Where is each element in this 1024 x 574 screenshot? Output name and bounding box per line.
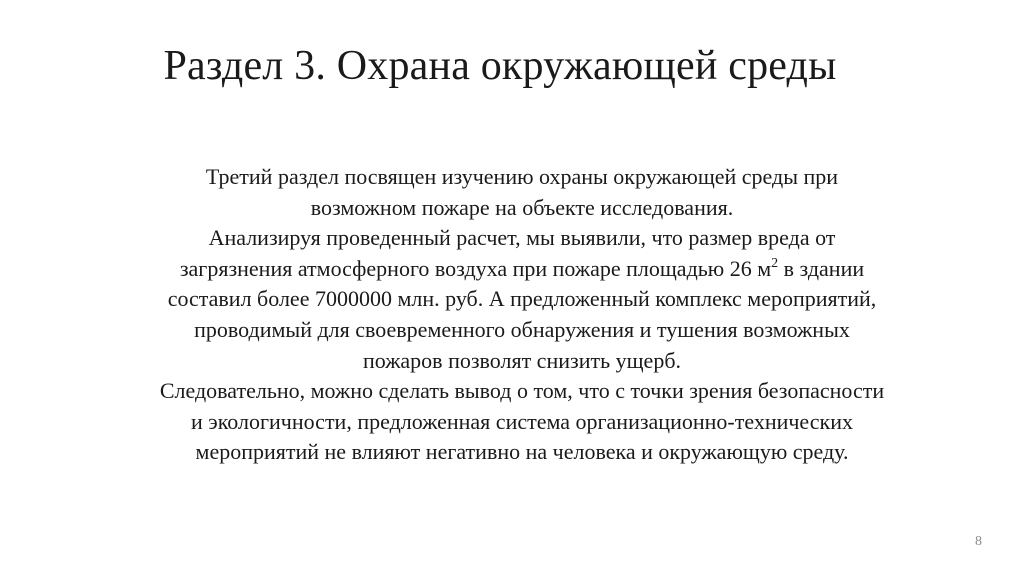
body-line-area [90,254,954,285]
body-line: Третий раздел посвящен изучению охраны окружающей среды при [205,164,839,189]
superscript-squared: 2 [771,255,779,271]
body-line: проводимый для своевременного обнаружения и тушения возможных [194,316,850,342]
body-line: пожаров позволят снизить ущерб. [362,347,682,373]
body-text-segment: загрязнения атмосферного воздуха при пожаре площадью 26 м [179,255,772,281]
body-line: возможном пожаре на объекте исследования. [310,194,734,220]
body-text-segment: в здании [778,255,865,281]
page-number: 8 [975,534,982,549]
body-line: Следовательно, можно сделать вывод о том, что с точки зрения безопасности [159,378,885,404]
slide-title: Раздел 3. Охрана окружающей среды [163,43,837,89]
slide-body-text [90,162,954,468]
body-line: составил более 7000000 млн. руб. А предложенный комплекс мероприятий, [167,286,877,312]
body-line: Анализируя проведенный расчет, мы выявили, что размер вреда от [208,225,836,251]
body-line: и экологичности, предложенная система организационно-технических [191,408,853,434]
body-line: мероприятий не влияют негативно на человека и окружающую среду. [195,439,849,465]
